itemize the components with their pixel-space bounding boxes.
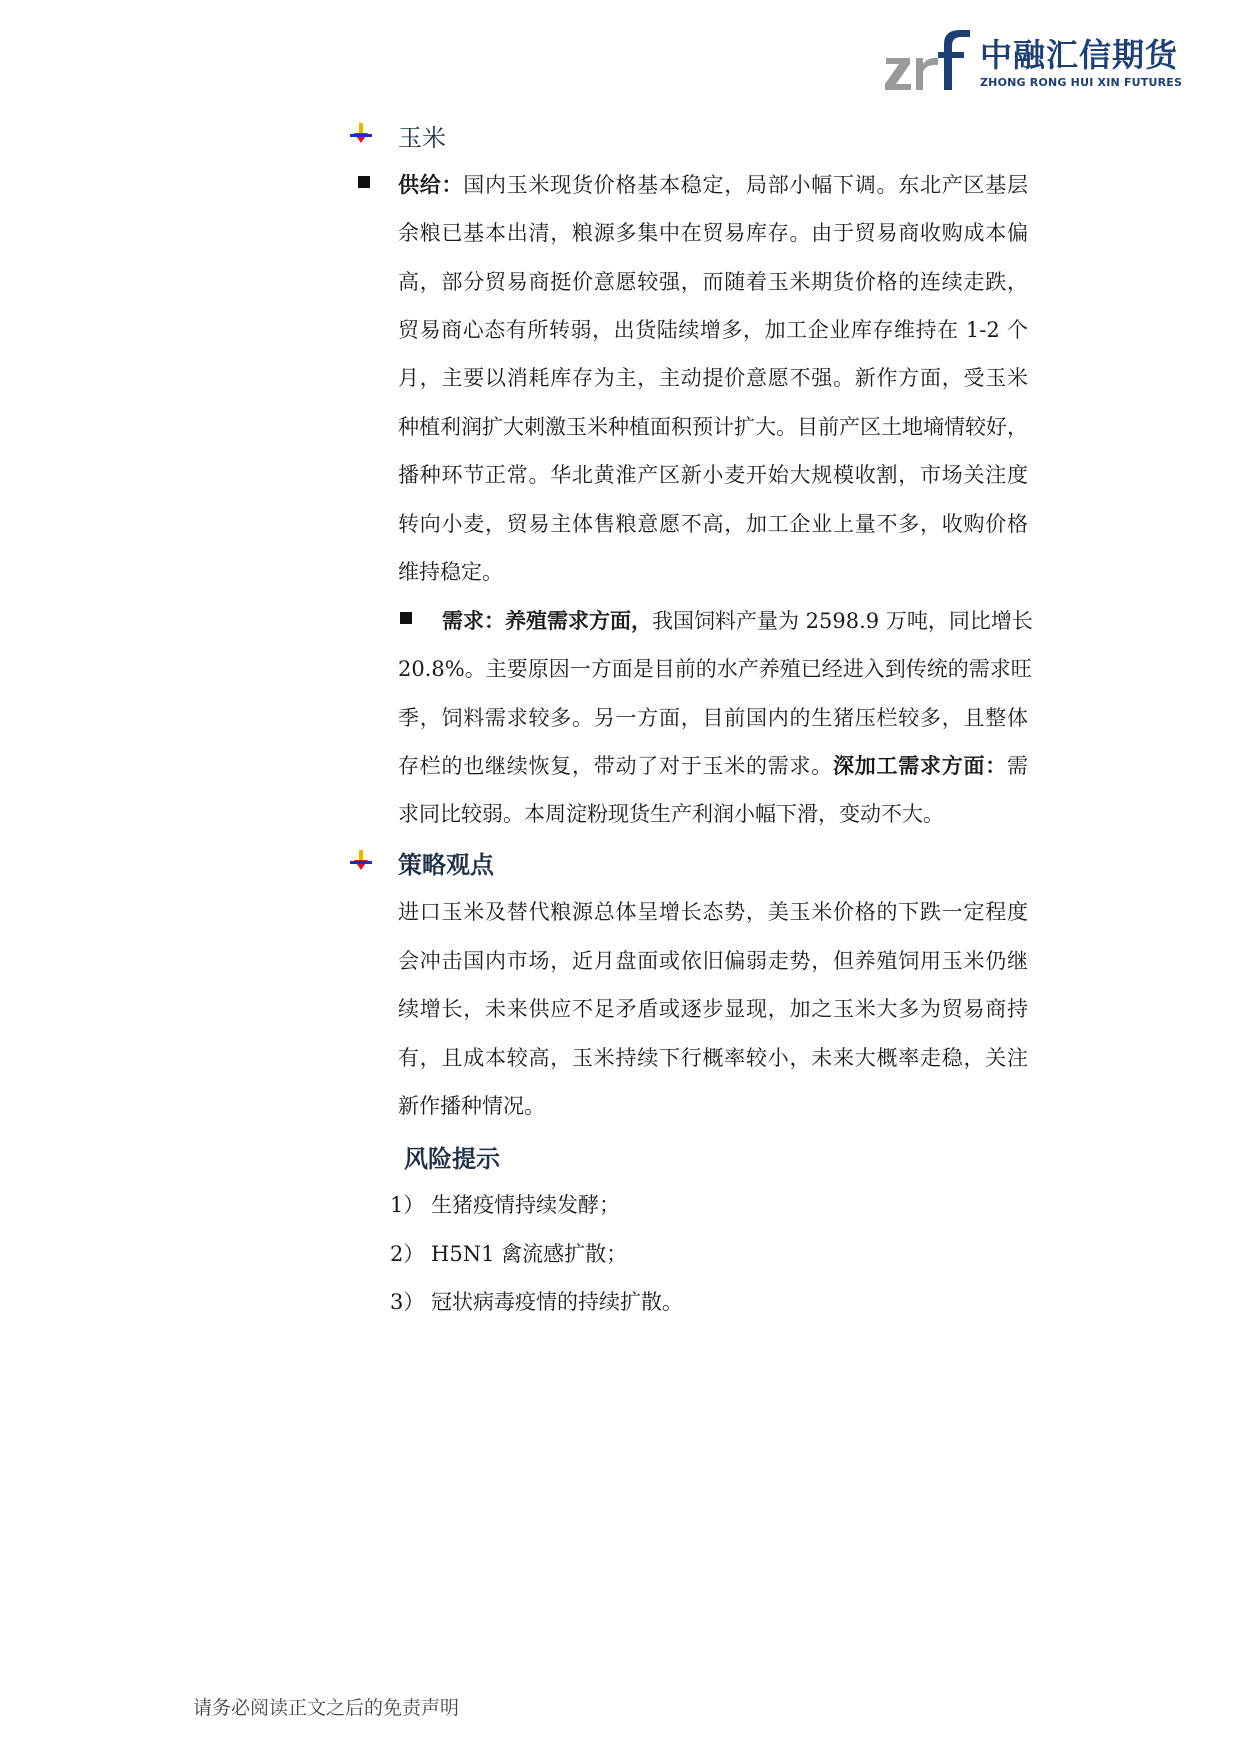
strategy-line: 续增长，未来供应不足矛盾或逐步显现，加之玉米大多为贸易商持 bbox=[398, 997, 1028, 1021]
risk-item: 3） 冠状病毒疫情的持续扩散。 bbox=[390, 1290, 684, 1314]
supply-line: 种植利润扩大刺激玉米种植面积预计扩大。目前产区土地墒情较好， bbox=[398, 415, 1028, 439]
demand-line: 20.8%。主要原因一方面是目前的水产养殖已经进入到传统的需求旺 bbox=[398, 657, 1032, 681]
supply-line: 月，主要以消耗库存为主，主动提价意愿不强。新作方面，受玉米 bbox=[398, 366, 1028, 390]
logo-name-en: ZHONG RONG HUI XIN FUTURES bbox=[980, 76, 1183, 89]
strategy-line: 会冲击国内市场，近月盘面或依旧偏弱走势，但养殖饲用玉米仍继 bbox=[398, 949, 1028, 973]
bullet-square-icon bbox=[358, 176, 370, 188]
demand-label: 需求：养殖需求方面， bbox=[442, 609, 652, 633]
demand-text: 我国饲料产量为 2598.9 万吨，同比增长 bbox=[652, 609, 1033, 633]
company-logo bbox=[880, 28, 1183, 94]
section-title-risk: 风险提示 bbox=[404, 1145, 500, 1173]
deep-processing-label: 深加工需求方面： bbox=[833, 754, 1007, 778]
section-title-corn: 玉米 bbox=[398, 124, 446, 152]
demand-line: 季，饲料需求较多。另一方面，目前国内的生猪压栏较多，且整体 bbox=[398, 706, 1028, 730]
demand-text: 存栏的也继续恢复，带动了对于玉米的需求。 bbox=[398, 754, 833, 778]
supply-line: 播种环节正常。华北黄淮产区新小麦开始大规模收割，市场关注度 bbox=[398, 463, 1028, 487]
risk-item: 1） 生猪疫情持续发酵； bbox=[390, 1193, 621, 1217]
logo-name-cn: 中融汇信期货 bbox=[980, 36, 1179, 74]
supply-line-1 bbox=[398, 169, 1028, 199]
supply-line: 贸易商心态有所转弱，出货陆续增多，加工企业库存维持在 1-2 个 bbox=[398, 318, 1028, 342]
demand-line-4 bbox=[398, 750, 1028, 780]
strategy-line: 进口玉米及替代粮源总体呈增长态势，美玉米价格的下跌一定程度 bbox=[398, 900, 1028, 924]
demand-text: 需 bbox=[1007, 754, 1028, 778]
demand-line: 求同比较弱。本周淀粉现货生产利润小幅下滑，变动不大。 bbox=[398, 802, 944, 826]
supply-line: 高，部分贸易商挺价意愿较强，而随着玉米期货价格的连续走跌， bbox=[398, 270, 1028, 294]
strategy-line: 新作播种情况。 bbox=[398, 1094, 545, 1118]
strategy-line: 有，且成本较高，玉米持续下行概率较小，未来大概率走稳，关注 bbox=[398, 1046, 1028, 1070]
supply-text: 国内玉米现货价格基本稳定，局部小幅下调。东北产区基层 bbox=[463, 173, 1028, 197]
supply-line: 维持稳定。 bbox=[398, 560, 503, 584]
demand-line-1 bbox=[442, 605, 1033, 635]
section-arrow-icon bbox=[350, 123, 372, 145]
supply-line: 余粮已基本出清，粮源多集中在贸易库存。由于贸易商收购成本偏 bbox=[398, 221, 1028, 245]
footer-disclaimer: 请务必阅读正文之后的免责声明 bbox=[193, 1697, 460, 1719]
supply-label: 供给： bbox=[398, 173, 464, 197]
supply-line: 转向小麦，贸易主体售粮意愿不高，加工企业上量不多，收购价格 bbox=[398, 512, 1028, 536]
bullet-square-icon bbox=[400, 612, 412, 624]
zrf-logo-mark-icon bbox=[880, 28, 976, 94]
risk-item: 2） H5N1 禽流感扩散； bbox=[390, 1242, 628, 1266]
section-arrow-icon bbox=[350, 850, 372, 872]
section-title-strategy: 策略观点 bbox=[398, 851, 494, 879]
